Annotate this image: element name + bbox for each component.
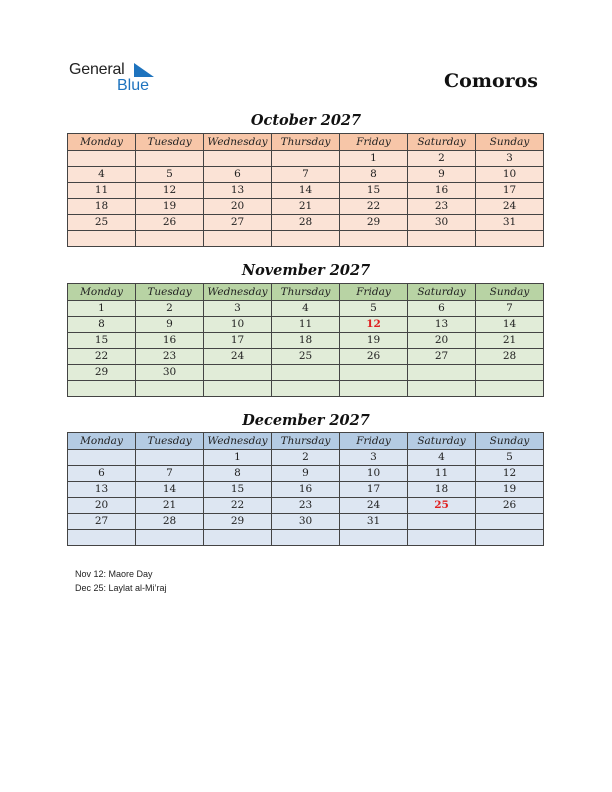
empty-day-cell (204, 365, 272, 381)
day-cell: 27 (408, 349, 476, 365)
weekday-header: Monday (68, 433, 136, 450)
logo-word-blue: Blue (117, 77, 150, 94)
empty-day-cell (340, 231, 408, 247)
empty-day-cell (272, 231, 340, 247)
country-title: Comoros (444, 70, 538, 92)
day-cell: 11 (68, 183, 136, 199)
week-row (68, 349, 544, 365)
month-title-november: November 2027 (241, 262, 371, 279)
weekday-header-row (68, 134, 544, 151)
day-cell: 30 (408, 215, 476, 231)
week-row (68, 498, 544, 514)
empty-day-cell (68, 151, 136, 167)
empty-day-cell (272, 365, 340, 381)
day-cell: 9 (136, 317, 204, 333)
day-cell: 14 (136, 482, 204, 498)
day-cell: 2 (408, 151, 476, 167)
week-row (68, 183, 544, 199)
empty-day-cell (408, 530, 476, 546)
day-cell: 5 (476, 450, 544, 466)
empty-day-cell (476, 381, 544, 397)
day-cell: 26 (136, 215, 204, 231)
day-cell: 1 (204, 450, 272, 466)
empty-day-cell (204, 381, 272, 397)
day-cell: 8 (204, 466, 272, 482)
day-cell: 18 (68, 199, 136, 215)
weekday-header: Saturday (408, 284, 476, 301)
day-cell: 10 (204, 317, 272, 333)
empty-day-cell (136, 530, 204, 546)
day-cell: 31 (340, 514, 408, 530)
day-cell: 16 (136, 333, 204, 349)
calendar-november (67, 283, 544, 397)
weekday-header-row (68, 433, 544, 450)
calendar-december (67, 432, 544, 546)
day-cell: 26 (340, 349, 408, 365)
day-cell: 3 (340, 450, 408, 466)
month-title-december: December 2027 (242, 412, 370, 429)
empty-day-cell (476, 514, 544, 530)
week-row (68, 199, 544, 215)
day-cell: 2 (136, 301, 204, 317)
day-cell: 29 (340, 215, 408, 231)
month-title-october: October 2027 (250, 112, 362, 129)
day-cell: 25 (68, 215, 136, 231)
day-cell: 29 (68, 365, 136, 381)
day-cell: 4 (272, 301, 340, 317)
weekday-header: Wednesday (204, 134, 272, 151)
day-cell: 8 (340, 167, 408, 183)
holiday-note: Nov 12: Maore Day (75, 569, 153, 579)
day-cell: 25 (408, 498, 476, 514)
weekday-header: Tuesday (136, 134, 204, 151)
day-cell: 26 (476, 498, 544, 514)
day-cell: 19 (340, 333, 408, 349)
day-cell: 20 (204, 199, 272, 215)
day-cell: 30 (272, 514, 340, 530)
day-cell: 18 (408, 482, 476, 498)
day-cell: 21 (476, 333, 544, 349)
empty-day-cell (204, 530, 272, 546)
weekday-header: Thursday (272, 433, 340, 450)
day-cell: 12 (340, 317, 408, 333)
weekday-header: Friday (340, 134, 408, 151)
weekday-header: Thursday (272, 284, 340, 301)
day-cell: 31 (476, 215, 544, 231)
weekday-header: Sunday (476, 134, 544, 151)
day-cell: 3 (204, 301, 272, 317)
empty-day-cell (340, 530, 408, 546)
empty-day-cell (68, 381, 136, 397)
day-cell: 6 (68, 466, 136, 482)
day-cell: 14 (476, 317, 544, 333)
week-row (68, 381, 544, 397)
day-cell: 22 (204, 498, 272, 514)
day-cell: 17 (476, 183, 544, 199)
empty-day-cell (476, 530, 544, 546)
day-cell: 23 (272, 498, 340, 514)
day-cell: 15 (68, 333, 136, 349)
day-cell: 22 (340, 199, 408, 215)
weekday-header: Sunday (476, 284, 544, 301)
day-cell: 29 (204, 514, 272, 530)
week-row (68, 231, 544, 247)
day-cell: 17 (340, 482, 408, 498)
day-cell: 19 (476, 482, 544, 498)
week-row (68, 317, 544, 333)
day-cell: 27 (68, 514, 136, 530)
day-cell: 19 (136, 199, 204, 215)
day-cell: 28 (476, 349, 544, 365)
weekday-header: Sunday (476, 433, 544, 450)
weekday-header: Tuesday (136, 284, 204, 301)
day-cell: 5 (340, 301, 408, 317)
empty-day-cell (136, 151, 204, 167)
week-row (68, 450, 544, 466)
weekday-header: Friday (340, 284, 408, 301)
day-cell: 24 (204, 349, 272, 365)
week-row (68, 167, 544, 183)
day-cell: 18 (272, 333, 340, 349)
day-cell: 10 (476, 167, 544, 183)
day-cell: 11 (408, 466, 476, 482)
weekday-header: Wednesday (204, 433, 272, 450)
day-cell: 6 (408, 301, 476, 317)
week-row (68, 530, 544, 546)
day-cell: 7 (272, 167, 340, 183)
day-cell: 10 (340, 466, 408, 482)
day-cell: 21 (272, 199, 340, 215)
empty-day-cell (340, 381, 408, 397)
empty-day-cell (136, 450, 204, 466)
day-cell: 28 (272, 215, 340, 231)
empty-day-cell (408, 514, 476, 530)
day-cell: 14 (272, 183, 340, 199)
day-cell: 13 (408, 317, 476, 333)
holiday-notes (75, 567, 167, 595)
calendar-october (67, 133, 544, 247)
empty-day-cell (68, 231, 136, 247)
empty-day-cell (204, 231, 272, 247)
weekday-header: Monday (68, 284, 136, 301)
weekday-header: Wednesday (204, 284, 272, 301)
empty-day-cell (68, 450, 136, 466)
week-row (68, 514, 544, 530)
day-cell: 7 (476, 301, 544, 317)
empty-day-cell (476, 365, 544, 381)
day-cell: 17 (204, 333, 272, 349)
day-cell: 15 (204, 482, 272, 498)
day-cell: 25 (272, 349, 340, 365)
day-cell: 4 (68, 167, 136, 183)
day-cell: 24 (476, 199, 544, 215)
empty-day-cell (272, 530, 340, 546)
weekday-header: Saturday (408, 433, 476, 450)
day-cell: 5 (136, 167, 204, 183)
empty-day-cell (408, 365, 476, 381)
day-cell: 12 (136, 183, 204, 199)
day-cell: 21 (136, 498, 204, 514)
empty-day-cell (408, 381, 476, 397)
generalblue-logo (69, 61, 159, 97)
logo-triangle-icon (134, 63, 154, 77)
empty-day-cell (476, 231, 544, 247)
week-row (68, 301, 544, 317)
day-cell: 2 (272, 450, 340, 466)
week-row (68, 365, 544, 381)
day-cell: 3 (476, 151, 544, 167)
day-cell: 23 (408, 199, 476, 215)
day-cell: 7 (136, 466, 204, 482)
day-cell: 4 (408, 450, 476, 466)
weekday-header-row (68, 284, 544, 301)
empty-day-cell (68, 530, 136, 546)
holiday-note: Dec 25: Laylat al-Mi’raj (75, 583, 167, 593)
empty-day-cell (408, 231, 476, 247)
day-cell: 22 (68, 349, 136, 365)
empty-day-cell (204, 151, 272, 167)
day-cell: 12 (476, 466, 544, 482)
weekday-header: Thursday (272, 134, 340, 151)
day-cell: 30 (136, 365, 204, 381)
day-cell: 20 (68, 498, 136, 514)
day-cell: 11 (272, 317, 340, 333)
day-cell: 24 (340, 498, 408, 514)
week-row (68, 215, 544, 231)
day-cell: 9 (272, 466, 340, 482)
week-row (68, 482, 544, 498)
weekday-header: Monday (68, 134, 136, 151)
empty-day-cell (340, 365, 408, 381)
day-cell: 27 (204, 215, 272, 231)
week-row (68, 466, 544, 482)
empty-day-cell (136, 381, 204, 397)
day-cell: 13 (204, 183, 272, 199)
day-cell: 23 (136, 349, 204, 365)
day-cell: 9 (408, 167, 476, 183)
empty-day-cell (272, 151, 340, 167)
logo-word-general: General (69, 61, 125, 78)
week-row (68, 151, 544, 167)
day-cell: 6 (204, 167, 272, 183)
day-cell: 16 (408, 183, 476, 199)
empty-day-cell (136, 231, 204, 247)
weekday-header: Friday (340, 433, 408, 450)
empty-day-cell (272, 381, 340, 397)
day-cell: 13 (68, 482, 136, 498)
day-cell: 16 (272, 482, 340, 498)
day-cell: 28 (136, 514, 204, 530)
day-cell: 1 (340, 151, 408, 167)
weekday-header: Tuesday (136, 433, 204, 450)
weekday-header: Saturday (408, 134, 476, 151)
day-cell: 15 (340, 183, 408, 199)
day-cell: 8 (68, 317, 136, 333)
week-row (68, 333, 544, 349)
day-cell: 1 (68, 301, 136, 317)
day-cell: 20 (408, 333, 476, 349)
